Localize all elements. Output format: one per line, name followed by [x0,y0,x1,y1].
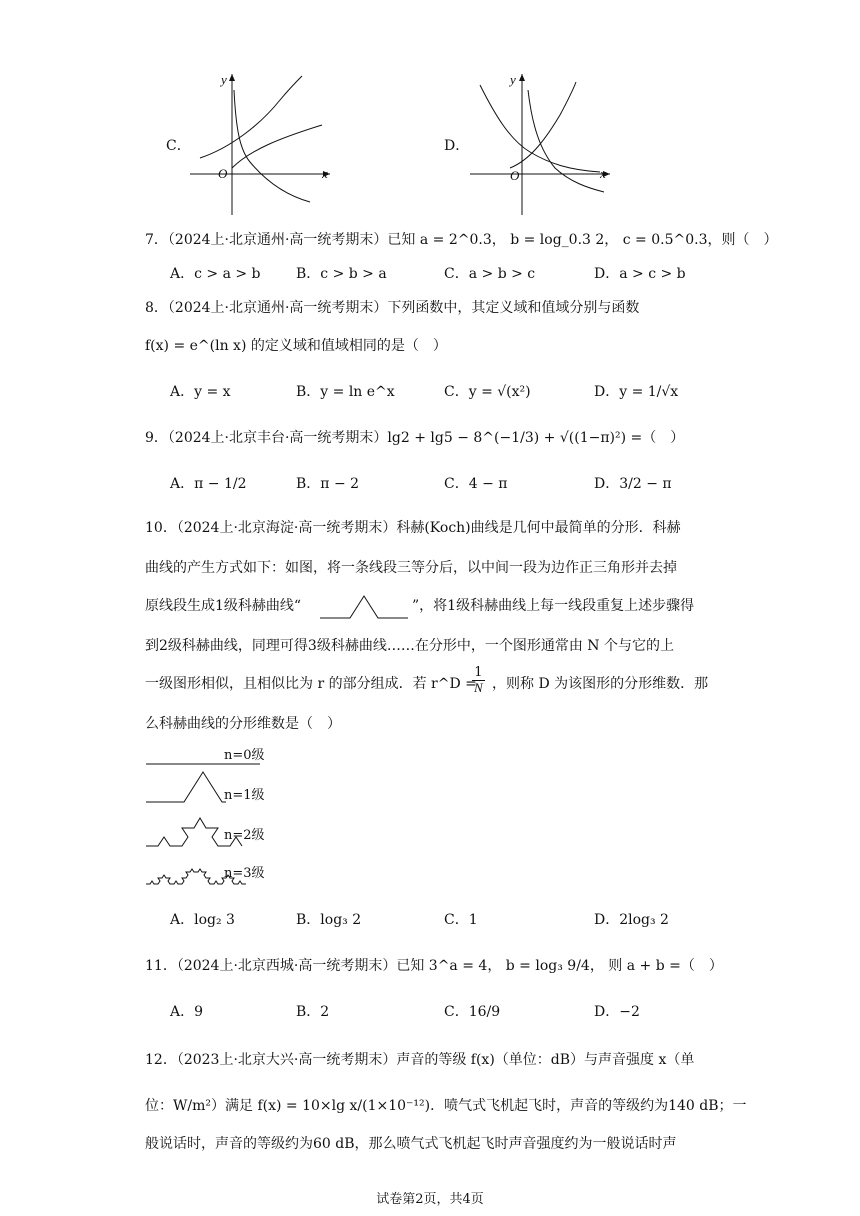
question-7-stem: 7．（2024上·北京通州·高一统考期末）已知 a = 2^0.3， b = log_0.3 2， c = 0.5^0.3，则（ ） [145,232,778,248]
q11-option-c: C．16/9 [444,1004,501,1020]
q10-fraction-numerator: 1 [472,666,485,681]
question-10-line-3a: 原线段生成1级科赫曲线“ [145,598,302,614]
q11-option-d: D．−2 [594,1004,640,1020]
q9-option-c: C．4 − π [444,476,508,492]
question-12-line-2: 位：W/m²）满足 f(x) = 10×lg x/(1×10⁻¹²)．喷气式飞机起飞时，声音的等级约为140 dB；一 [145,1098,747,1114]
q8-option-a: A．y = x [170,384,231,400]
q10-fraction-denominator: N [474,680,483,695]
question-11-stem: 11．（2024上·北京西城·高一统考期末）已知 3^a = 4， b = log₃ 9/4， 则 a + b =（ ） [145,958,723,974]
question-12-line-1: 12．（2023上·北京大兴·高一统考期末）声音的等级 f(x)（单位：dB）与声音强度 x（单 [145,1052,695,1068]
q10-option-a: A．log₂ 3 [170,912,235,928]
q7-option-c: C．a > b > c [444,266,536,282]
koch-level-3-label: n=3级 [224,866,265,881]
question-10-line-1: 10．（2024上·北京海淀·高一统考期末）科赫(Koch)曲线是几何中最简单的分形．科赫 [145,520,681,536]
question-10-line-3b: ”，将1级科赫曲线上每一线段重复上述步骤得 [412,598,695,614]
option-d-label: D． [444,138,470,154]
question-10-line-5b: ，则称 D 为该图形的分形维数．那 [492,676,709,692]
question-9-stem: 9．（2024上·北京丰台·高一统考期末）lg2 + lg5 − 8^(−1/3) + √((1−π)²) =（ ） [145,430,685,446]
page-footer: 试卷第2页，共4页 [376,1192,484,1207]
koch-level-1-inline [318,592,410,622]
q7-option-a: A．c > a > b [170,266,261,282]
q7-option-d: D．a > c > b [594,266,686,282]
graph-c [190,70,340,220]
graph-c-x-label: x [322,166,328,181]
q10-option-d: D．2log₃ 2 [594,912,669,928]
q7-option-b: B．c > b > a [296,266,387,282]
q10-option-c: C．1 [444,912,478,928]
question-10-line-6: 么科赫曲线的分形维数是（ ） [145,716,341,732]
q11-option-a: A．9 [170,1004,204,1020]
question-10-line-2: 曲线的产生方式如下：如图，将一条线段三等分后，以中间一段为边作正三角形并去掉 [145,560,677,576]
question-10-line-5a: 一级图形相似，且相似比为 r 的部分组成．若 r^D = [145,676,477,692]
q9-option-b: B．π − 2 [296,476,360,492]
q11-option-b: B．2 [296,1004,330,1020]
graph-c-y-label: y [221,72,227,87]
graph-c-origin: O [218,166,228,181]
graph-d-y-label: y [510,72,516,87]
question-10-line-4: 到2级科赫曲线，同理可得3级科赫曲线……在分形中，一个图形通常由 N 个与它的上 [145,638,674,654]
question-8-stem-2: f(x) = e^(ln x) 的定义域和值域相同的是（ ） [145,338,447,354]
option-c-label: C． [166,138,191,154]
q8-option-c: C．y = √(x²) [444,384,531,400]
graph-d-x-label: x [600,166,606,181]
q9-option-a: A．π − 1/2 [170,476,247,492]
q8-option-d: D．y = 1/√x [594,384,679,400]
question-12-line-3: 般说话时，声音的等级约为60 dB，那么喷气式飞机起飞时声音强度约为一般说话时声 [145,1136,677,1152]
question-8-stem-1: 8．（2024上·北京通州·高一统考期末）下列函数中，其定义域和值域分别与函数 [145,300,640,316]
koch-level-1-label: n=1级 [224,788,265,803]
q10-fraction [472,666,485,695]
graph-d-origin: O [510,168,520,183]
koch-level-0-label: n=0级 [224,748,265,763]
graph-d [470,70,620,220]
q8-option-b: B．y = ln e^x [296,384,395,400]
q9-option-d: D．3/2 − π [594,476,672,492]
q10-option-b: B．log₃ 2 [296,912,362,928]
koch-level-2-label: n=2级 [224,828,265,843]
